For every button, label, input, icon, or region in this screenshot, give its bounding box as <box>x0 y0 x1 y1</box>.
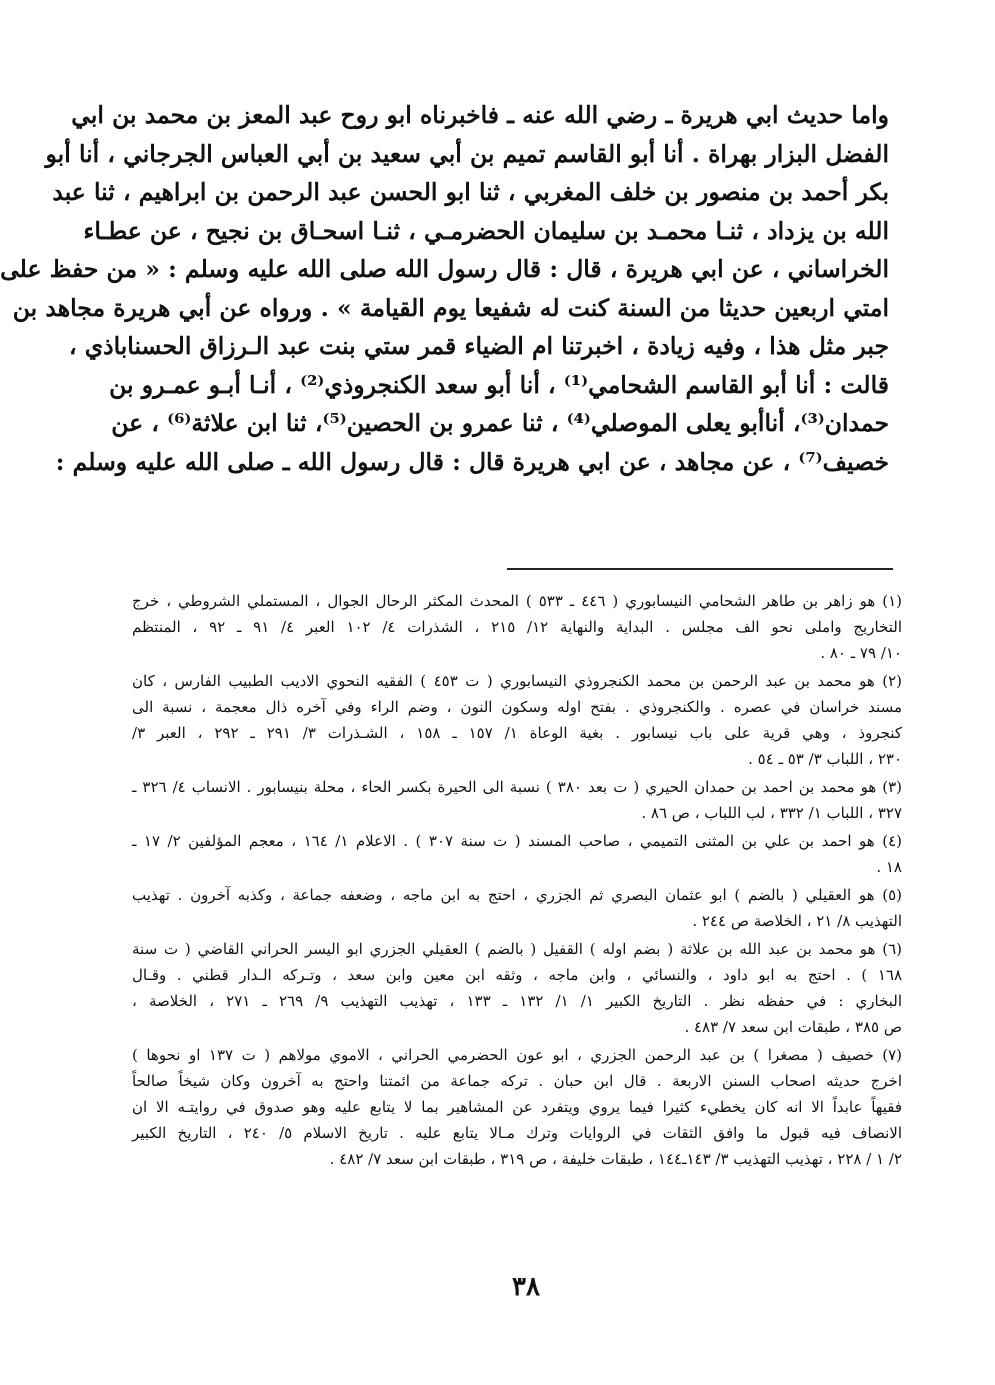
main-text-line: بكر أحمد بن منصور بن خلف المغربي ، ثنا ابو الحسن عبد الرحمن بن ابراهيم ، ثنا عبد <box>52 178 889 206</box>
footnote-line: ١٨ . <box>876 858 902 876</box>
footnote-line: ٢/ ١ / ٢٢٨ ، تهذيب التهذيب ٣/ ١٤٣ـ١٤٤ ، طبقات خليفة ، ص ٣١٩ ، طبقات ابن سعد ٧/ ٤٨٢ . <box>329 1150 902 1168</box>
footnote-line: (٥) هو العقيلي ( بالضم ) ابو عثمان البصري ثم الجزري ، احتج به ابن ماجه ، وضعفه جماعة ، وكذبه آخرون . تهذيب <box>132 886 902 904</box>
main-text-line: الله بن يزداد ، ثنـا محمـد بن سليمان الحضرمـي ، ثنـا اسحـاق بن نجيح ، عن عطـاء <box>83 216 889 245</box>
footnote-3 <box>132 774 902 826</box>
footnote-line: ص ٣٨٥ ، طبقات ابن سعد ٧/ ٤٨٣ . <box>684 1018 902 1036</box>
main-text-line: خصيف⁽⁷⁾ ، عن مجاهد ، عن ابي هريرة قال : قال رسول الله ـ صلى الله عليه وسلم : <box>55 447 889 476</box>
footnote-line: (٧) خصيف ( مصغرا ) بن عبد الرحمن الجزري ، ابو عون الحضرمي الحراني ، الاموي مولاهم ( ت ١٣٧ او نحوها ) <box>132 1046 903 1064</box>
main-text <box>0 96 889 481</box>
main-text-line: واما حديث ابي هريرة ـ رضي الله عنه ـ فاخبرناه ابو روح عبد المعز بن محمد بن ابي <box>71 101 889 129</box>
footnote-line: البخاري : في حفظه نظر . التاريخ الكبير ١/ ١/ ١٣٢ ـ ١٣٣ ، تهذيب التهذيب ٩/ ٢٦٩ ـ ٢٧١ ، الخلاصة ، <box>132 992 903 1010</box>
main-text-line: جبر مثل هذا ، وفيه زيادة ، اخبرتنا ام الضياء قمر ستي بنت عبد الـرزاق الحسناباذي ، <box>68 332 889 360</box>
main-text-line: الفضل البزار بهراة . أنا أبو القاسم تميم بن أبي سعيد بن أبي العباس الجرجاني ، أنا أبو <box>45 139 889 168</box>
footnote-line: مسند خراسان في عصره . والكنجروذي . بفتح اوله وسكون النون ، وضم الراء وفي آخره ذال معجمة ، نسبة الى <box>132 698 902 716</box>
footnote-line: (٣) هو محمد بن احمد بن حمدان الحيري ( ت بعد ٣٨٠ ) نسبة الى الحيرة بكسر الحاء ، محلة بنيسابور . الانساب ٤/ ٣٢٦ ـ <box>132 778 903 796</box>
page-number: ٣٨ <box>512 1272 540 1302</box>
main-text-line: قالت : أنا أبو القاسم الشحامي⁽¹⁾ ، أنا أبو سعد الكنجروذي⁽²⁾ ، أنـا أبـو عمـرو بن <box>109 370 889 399</box>
footnote-6 <box>132 936 902 1040</box>
footnote-1 <box>132 588 902 666</box>
footnote-line: التخاريج واملى نحو الف مجلس . البداية والنهاية ١٢/ ٢١٥ ، الشذرات ٤/ ١٠٢ العبر ٤/ ٩١ ـ ٩٢ ، المنتظم <box>132 618 902 636</box>
footnote-line: ٢٣٠ ، اللباب ٣/ ٥٣ ـ ٥٤ . <box>748 750 902 768</box>
footnote-line: التهذيب ٨/ ٢١ ، الخلاصة ص ٢٤٤ . <box>692 912 902 930</box>
footnote-4 <box>132 828 902 880</box>
footnote-line: ١٠/ ٧٩ ـ ٨٠ . <box>820 644 902 662</box>
footnote-line: اخرج حديثه اصحاب السنن الاربعة . قال ابن حبان . تركه جماعة من ائمتنا واحتج به آخرون وكان شيخاً صالحاً <box>132 1072 902 1090</box>
main-text-line: حمدان⁽³⁾، أناأبو يعلى الموصلي⁽⁴⁾ ، ثنا عمرو بن الحصين⁽⁵⁾، ثنا ابن علاثة⁽⁶⁾ ، عن <box>111 409 889 437</box>
footnote-line: كنجروذ ، وهي قرية على باب نيسابور . بغية الوعاة ١/ ١٥٧ ـ ١٥٨ ، الشـذرات ٣/ ٢٩١ ـ ٢٩٢ ، العبر ٣/ <box>132 724 902 742</box>
footnote-line: ١٦٨ ) . احتج به ابو داود ، والنسائي ، وابن ماجه ، وثقه ابن معين وابن سعد ، وتـركه الـدار قطني . وقـال <box>132 966 902 984</box>
footnote-line: ٣٢٧ ، اللباب ١/ ٣٣٢ ، لب اللباب ، ص ٨٦ . <box>641 804 902 822</box>
footnote-line: الانصاف فيه قبول ما وافق الثقات في الروايات وترك مـالا يتابع عليه . تاريخ الاسلام ٥/ ٢٤٠ ، التاريخ الكبير <box>132 1124 902 1142</box>
footnote-divider <box>507 568 893 570</box>
footnote-line: (٦) هو محمد بن عبد الله بن علاثة ( بضم اوله ) القفيل ( بالضم ) العقيلي الجزري ابو اليسر الحراني القاضي ( ت سنة <box>132 940 902 958</box>
footnote-2 <box>132 668 902 772</box>
main-text-line: الخراساني ، عن ابي هريرة ، قال : قال رسول الله صلى الله عليه وسلم : « من حفظ على <box>0 255 889 283</box>
footnotes <box>132 588 902 1174</box>
footnote-5 <box>132 882 902 934</box>
footnote-line: (١) هو زاهر بن طاهر الشحامي النيسابوري ( ٤٤٦ ـ ٥٣٣ ) المحدث المكثر الرحال الجوال ، المستملي الشروطي ، خرج <box>132 592 902 610</box>
footnote-line: (٤) هو احمد بن علي بن المثنى التميمي ، صاحب المسند ( ت سنة ٣٠٧ ) . الاعلام ١/ ١٦٤ ، معجم المؤلفين ٢/ ١٧ ـ <box>132 832 902 850</box>
footnote-line: فقيهاً عابداً الا انه كان يخطيء كثيرا فيما يروي ويتفرد عن المشاهير بما لا يتابع عليه وهو صدوق في روايتـه الا ان <box>132 1098 902 1116</box>
footnote-7 <box>132 1042 902 1172</box>
footnote-line: (٢) هو محمد بن عبد الرحمن بن محمد الكنجروذي النيسابوري ( ت ٤٥٣ ) الفقيه النحوي الاديب الطبيب الفارس ، كان <box>132 672 902 690</box>
main-text-line: امتي اربعين حديثا من السنة كنت له شفيعا يوم القيامة » . ورواه عن أبي هريرة مجاهد بن <box>12 293 889 322</box>
